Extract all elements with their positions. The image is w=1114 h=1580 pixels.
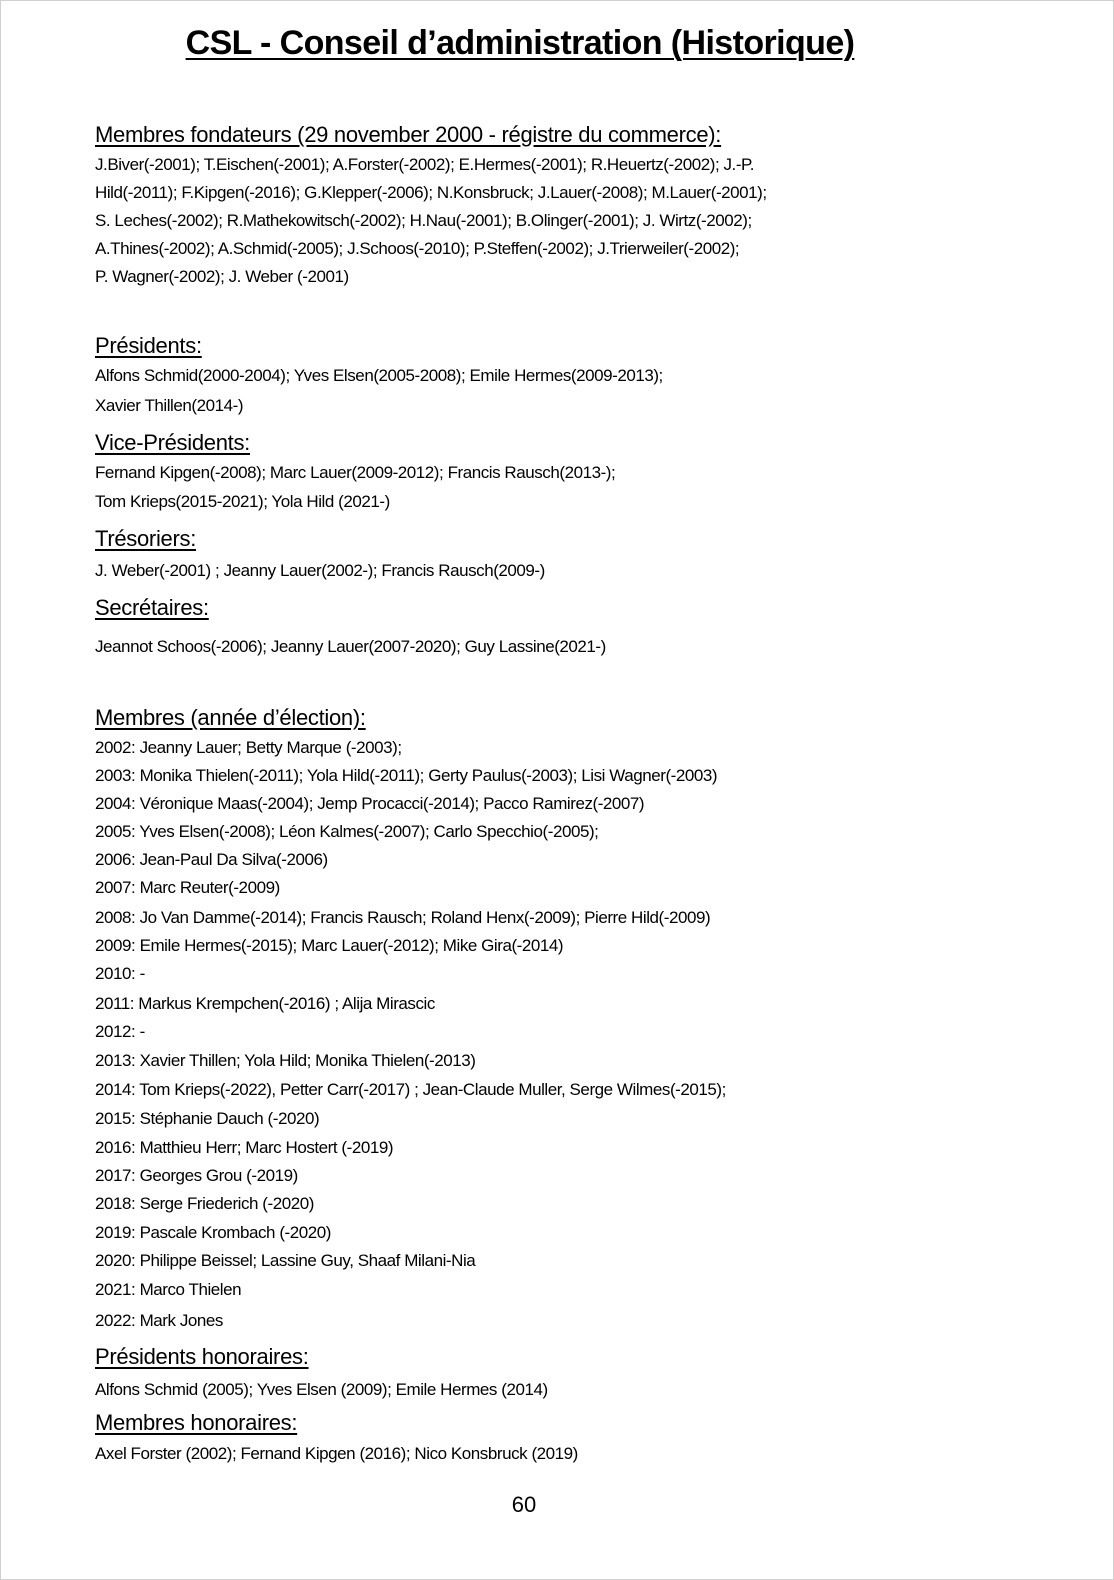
text-line: 2006: Jean-Paul Da Silva(-2006)	[95, 850, 328, 869]
text-line: 2016: Matthieu Herr; Marc Hostert (-2019)	[95, 1138, 394, 1157]
text-line: 2002: Jeanny Lauer; Betty Marque (-2003);	[95, 738, 402, 757]
section-heading: Trésoriers:	[95, 526, 197, 551]
section-heading: Présidents honoraires:	[95, 1344, 309, 1369]
text-line: J. Weber(-2001) ; Jeanny Lauer(2002-); Francis Rausch(2009-)	[95, 561, 545, 580]
text-line: Alfons Schmid (2005); Yves Elsen (2009); Emile Hermes (2014)	[95, 1380, 548, 1399]
text-line: 2009: Emile Hermes(-2015); Marc Lauer(-2012); Mike Gira(-2014)	[95, 936, 564, 955]
text-line: 2010: -	[95, 964, 145, 983]
text-line: 2013: Xavier Thillen; Yola Hild; Monika Thielen(-2013)	[95, 1051, 476, 1070]
text-line: Jeannot Schoos(-2006); Jeanny Lauer(2007-2020); Guy Lassine(2021-)	[95, 637, 606, 656]
text-line: 2005: Yves Elsen(-2008); Léon Kalmes(-2007); Carlo Specchio(-2005);	[95, 822, 599, 841]
text-line: Tom Krieps(2015-2021); Yola Hild (2021-)	[95, 492, 390, 511]
page-number: 60	[511, 1492, 537, 1517]
text-line: Axel Forster (2002); Fernand Kipgen (2016); Nico Konsbruck (2019)	[95, 1444, 578, 1463]
text-line: 2011: Markus Krempchen(-2016) ; Alija Mirascic	[95, 994, 435, 1013]
text-line: 2022: Mark Jones	[95, 1311, 223, 1330]
section-heading: Présidents:	[95, 333, 202, 358]
text-line: J.Biver(-2001); T.Eischen(-2001); A.Forster(-2002); E.Hermes(-2001); R.Heuertz(-2002); J.-P.	[95, 155, 755, 174]
text-line: 2004: Véronique Maas(-2004); Jemp Procacci(-2014); Pacco Ramirez(-2007)	[95, 794, 645, 813]
text-line: Fernand Kipgen(-2008); Marc Lauer(2009-2012); Francis Rausch(2013-);	[95, 463, 616, 482]
section-heading: Membres honoraires:	[95, 1410, 298, 1435]
section-heading: Secrétaires:	[95, 595, 209, 620]
section-heading: Vice-Présidents:	[95, 430, 250, 455]
text-line: 2008: Jo Van Damme(-2014); Francis Rausch; Roland Henx(-2009); Pierre Hild(-2009)	[95, 908, 711, 927]
text-line: 2015: Stéphanie Dauch (-2020)	[95, 1109, 320, 1128]
section-heading: Membres fondateurs (29 november 2000 - régistre du commerce):	[95, 122, 722, 147]
text-line: 2014: Tom Krieps(-2022), Petter Carr(-2017) ; Jean-Claude Muller, Serge Wilmes(-2015);	[95, 1080, 726, 1099]
text-line: S. Leches(-2002); R.Mathekowitsch(-2002); H.Nau(-2001); B.Olinger(-2001); J. Wirtz(-2002);	[95, 211, 752, 230]
text-line: 2019: Pascale Krombach (-2020)	[95, 1223, 331, 1242]
text-line: 2021: Marco Thielen	[95, 1280, 242, 1299]
text-line: Hild(-2011); F.Kipgen(-2016); G.Klepper(-2006); N.Konsbruck; J.Lauer(-2008); M.Lauer(-2001);	[95, 183, 767, 202]
text-line: P. Wagner(-2002); J. Weber (-2001)	[95, 267, 349, 286]
text-line: 2012: -	[95, 1022, 145, 1041]
section-heading: Membres (année d’élection):	[95, 705, 366, 730]
page-title: CSL - Conseil d’administration (Historique)	[185, 24, 855, 62]
text-line: A.Thines(-2002); A.Schmid(-2005); J.Schoos(-2010); P.Steffen(-2002); J.Trierweiler(-2002);	[95, 239, 740, 258]
text-line: 2007: Marc Reuter(-2009)	[95, 878, 280, 897]
text-line: Xavier Thillen(2014-)	[95, 396, 244, 415]
text-line: 2017: Georges Grou (-2019)	[95, 1166, 298, 1185]
text-line: 2018: Serge Friederich (-2020)	[95, 1194, 314, 1213]
text-line: 2020: Philippe Beissel; Lassine Guy, Shaaf Milani-Nia	[95, 1251, 476, 1270]
text-line: Alfons Schmid(2000-2004); Yves Elsen(2005-2008); Emile Hermes(2009-2013);	[95, 366, 663, 385]
text-line: 2003: Monika Thielen(-2011); Yola Hild(-2011); Gerty Paulus(-2003); Lisi Wagner(-2003)	[95, 766, 718, 785]
